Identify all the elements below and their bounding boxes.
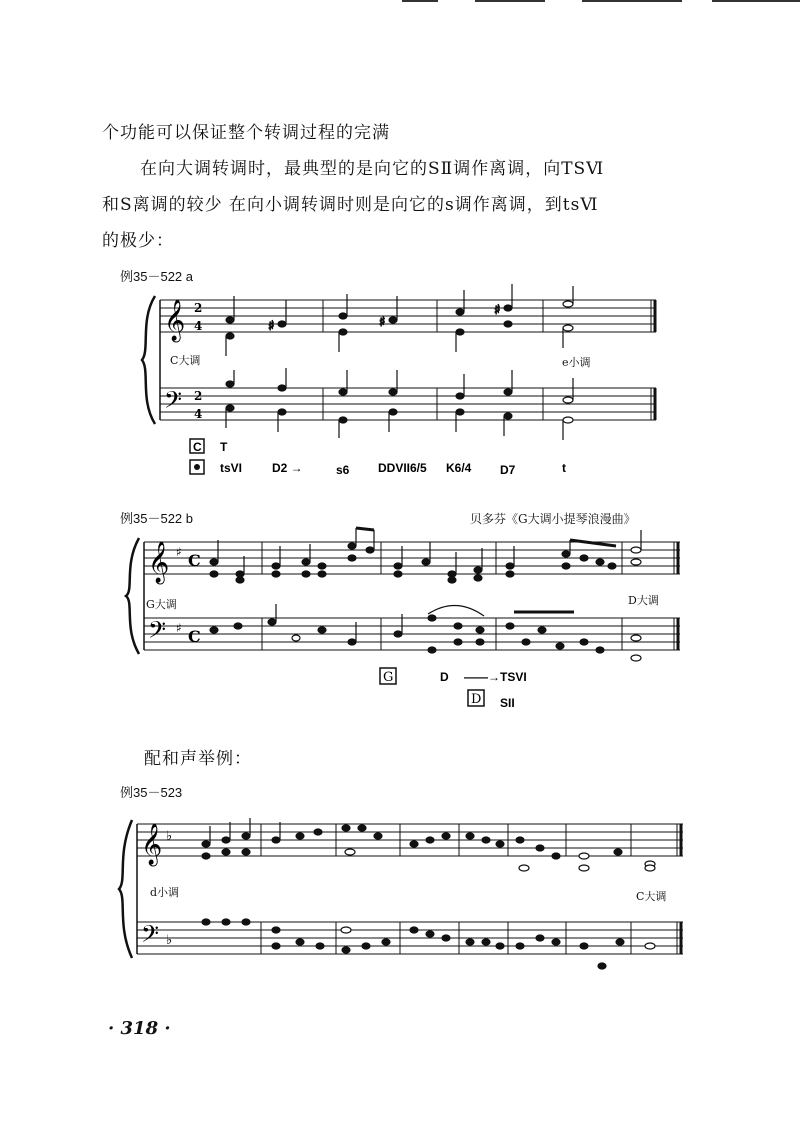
svg-text:tsVI: tsVI	[220, 461, 243, 475]
svg-text:C: C	[188, 551, 201, 570]
svg-text:♯: ♯	[494, 303, 501, 318]
page-number: · 318 ·	[108, 1018, 171, 1039]
paragraph-line: 个功能可以保证整个转调过程的完满	[102, 123, 390, 143]
bass-notes	[202, 919, 655, 969]
svg-text:D7: D7	[500, 463, 516, 477]
paragraph-line: 在向大调转调时，最典型的是向它的SⅡ调作离调，向TSⅥ	[140, 159, 605, 179]
svg-text:4: 4	[194, 319, 203, 333]
svg-text:♯: ♯	[268, 319, 275, 334]
svg-text:2: 2	[194, 389, 203, 403]
key-label: C大调	[170, 354, 201, 367]
example-label: 例35－523	[120, 785, 183, 800]
svg-text:D2 →: D2 →	[272, 461, 303, 475]
section-heading: 配和声举例：	[144, 749, 252, 769]
svg-text:K6/4: K6/4	[446, 461, 472, 475]
svg-text:D: D	[440, 670, 449, 684]
key-label: D大调	[628, 594, 659, 607]
svg-text:D: D	[471, 692, 482, 707]
attribution: 贝多芬《G大调小提琴浪漫曲》	[470, 512, 636, 526]
svg-text:TSVI: TSVI	[500, 670, 527, 684]
bass-clef-icon: 𝄢	[164, 386, 183, 419]
svg-text:C: C	[188, 627, 201, 646]
svg-text:T: T	[220, 440, 228, 454]
key-label: e小调	[562, 356, 591, 369]
bass-clef-icon: 𝄢	[141, 920, 160, 953]
bass-clef-icon: 𝄢	[148, 616, 167, 649]
flat-icon: ♭	[166, 933, 173, 948]
flat-icon: ♭	[166, 829, 173, 844]
svg-text:SII: SII	[500, 696, 515, 710]
key-label: C大调	[636, 890, 667, 903]
key-label: G大调	[146, 598, 177, 611]
svg-text:t: t	[562, 461, 566, 475]
key-label: d小调	[150, 886, 180, 899]
svg-text:2: 2	[194, 301, 203, 315]
example-label: 例35－522 a	[120, 269, 193, 284]
svg-text:s6: s6	[336, 463, 350, 477]
svg-text:DDVII6/5: DDVII6/5	[378, 461, 427, 475]
treble-clef-icon: 𝄞	[164, 300, 186, 341]
svg-text:——→: ——→	[464, 670, 500, 684]
treble-notes	[202, 818, 655, 871]
svg-text:♯: ♯	[379, 315, 386, 330]
svg-text:C: C	[193, 440, 202, 454]
paragraph-line: 和S离调的较少 在向小调转调时则是向它的s调作离调，到tsⅥ	[102, 195, 599, 215]
treble-clef-icon: 𝄞	[141, 824, 163, 865]
svg-text:G: G	[383, 670, 394, 685]
treble-clef-icon: 𝄞	[148, 542, 170, 583]
example-label: 例35－522 b	[120, 511, 193, 526]
paragraph-line: 的极少：	[102, 231, 174, 251]
sharp-icon: ♯	[176, 621, 182, 635]
sharp-icon: ♯	[176, 545, 182, 559]
svg-text:4: 4	[194, 407, 203, 421]
